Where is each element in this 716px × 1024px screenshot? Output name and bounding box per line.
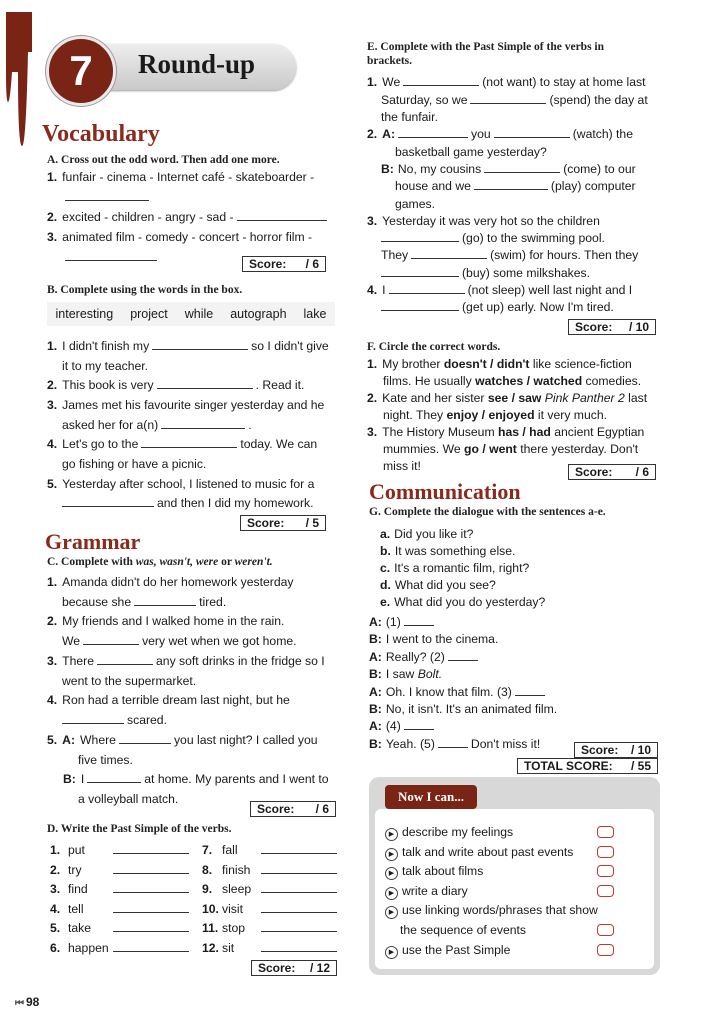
exercise-b-item: 4. Let's go to the today. We can [47, 437, 318, 451]
answer-blank[interactable] [261, 863, 337, 874]
choice-option[interactable]: doesn't / didn't [443, 357, 530, 371]
answer-blank[interactable] [398, 127, 468, 138]
choice-option[interactable]: enjoy / enjoyed [446, 408, 535, 422]
exercise-f-line: films. He usually watches / watched comedies. [383, 374, 642, 388]
exercise-e-line: They (swim) for hours. Then they [381, 248, 639, 262]
answer-blank[interactable] [261, 941, 337, 952]
answer-blank[interactable] [448, 650, 478, 661]
can-do-item: ▶ talk about films [385, 862, 620, 882]
exercise-f-line: mummies. We go / went there yesterday. Don't [383, 442, 639, 456]
exercise-f-instruction: F. Circle the correct words. [367, 341, 501, 353]
verb-row: 1. put [50, 843, 192, 863]
exercise-c-item: 5. A: Where you last night? I called you [47, 733, 318, 747]
option-item: b. It was something else. [380, 544, 516, 558]
answer-blank[interactable] [134, 595, 196, 606]
exercise-c-item-cont: because she tired. [62, 595, 227, 609]
exercise-f-line: night. They enjoy / enjoyed it very much. [383, 408, 607, 422]
exercise-f-line: miss it! [383, 459, 421, 473]
self-check-box[interactable] [597, 865, 614, 877]
exercise-f-line: 2. Kate and her sister see / saw Pink Panther 2 last [367, 391, 648, 405]
communication-title: Communication [369, 479, 521, 504]
exercise-b-item-cont: it to my teacher. [62, 359, 149, 373]
exercise-c-item: 3. There any soft drinks in the fridge so I [47, 654, 325, 668]
can-do-item: ▶ use linking words/phrases that show [385, 901, 620, 921]
dialogue-line: A: Oh. I know that film. (3) [369, 684, 557, 701]
score-box: Score: / 10 [574, 742, 658, 758]
exercise-g-dialogue [369, 614, 557, 753]
verb-row: 6. happen [50, 941, 192, 961]
play-icon: ▶ [385, 828, 398, 841]
can-do-item: ▶ talk and write about past events [385, 843, 620, 863]
answer-blank[interactable] [65, 200, 149, 201]
answer-blank[interactable] [261, 882, 337, 893]
exercise-b-item: 3. James met his favourite singer yesterday and he [47, 398, 325, 412]
dialogue-line: A: (1) [369, 614, 557, 631]
exercise-e-line: basketball game yesterday? [395, 145, 547, 159]
self-check-box[interactable] [597, 826, 614, 838]
exercise-a-item: 1. funfair - cinema - Internet café - skateboarder - [47, 170, 315, 184]
exercise-f-line: 1. My brother doesn't / didn't like science-fiction [367, 357, 632, 371]
dialogue-line: B: I saw Bolt. [369, 667, 443, 682]
can-do-item: ▶ use the Past Simple [385, 941, 620, 961]
word-box-item: interesting [55, 307, 114, 321]
exercise-e-line: the funfair. [381, 110, 438, 124]
exercise-e-line: 1. We (not want) to stay at home last [367, 75, 646, 89]
verb-row: 2. try [50, 863, 192, 883]
exercise-a-item: 3. animated film - comedy - concert - horror film - [47, 230, 313, 244]
exercise-e-line: Saturday, so we (spend) the day at [381, 93, 648, 107]
exercise-b-item-cont: asked her for a(n) . [62, 418, 252, 432]
choice-option[interactable]: watches / watched [475, 374, 583, 388]
answer-blank[interactable] [261, 843, 337, 854]
answer-blank[interactable] [65, 260, 157, 261]
exercise-c-item-cont: five times. [78, 753, 133, 767]
answer-blank[interactable] [141, 437, 237, 448]
dialogue-line: B: Yeah. (5) Don't miss it! [369, 736, 541, 751]
dialogue-line: A: Really? (2) [369, 649, 557, 666]
word-box-item: lake [303, 307, 327, 321]
answer-blank[interactable] [381, 266, 459, 277]
vocabulary-title: Vocabulary [42, 121, 160, 147]
verb-row: 7. fall [202, 843, 340, 863]
unit-badge [46, 36, 116, 106]
answer-blank[interactable] [404, 719, 434, 730]
exercise-d-left [50, 843, 192, 960]
choice-option[interactable]: has / had [498, 425, 551, 439]
dialogue-line: B: I went to the cinema. [369, 632, 499, 647]
exercise-f-line: 3. The History Museum has / had ancient Egyptian [367, 425, 645, 439]
exercise-c-item: 2. My friends and I walked home in the rain. [47, 614, 285, 628]
exercise-c-item: 1. Amanda didn't do her homework yesterday [47, 575, 294, 589]
word-box-item: while [184, 307, 214, 321]
answer-blank[interactable] [113, 902, 189, 913]
play-icon: ▶ [385, 906, 398, 919]
answer-blank[interactable] [113, 921, 189, 932]
checkbox-column [597, 826, 614, 963]
answer-blank[interactable] [261, 902, 337, 913]
exercise-c-item: 4. Ron had a terrible dream last night, but he [47, 693, 290, 707]
now-i-can-header: Now I can... [385, 785, 477, 809]
score-box: Score: / 10 [568, 319, 656, 335]
page-footer [15, 995, 39, 1009]
answer-blank[interactable] [157, 378, 253, 389]
answer-blank[interactable] [515, 685, 545, 696]
exercise-d-right [202, 843, 340, 960]
verb-row: 12. sit [202, 941, 340, 961]
exercise-e-line: (get up) early. Now I'm tired. [381, 300, 614, 314]
answer-blank[interactable] [438, 737, 468, 748]
exercise-c-item-cont: went to the supermarket. [62, 674, 197, 688]
word-box-item: autograph [230, 307, 287, 321]
exercise-c-item: B: I at home. My parents and I went to [63, 772, 329, 786]
verb-row: 8. finish [202, 863, 340, 883]
score-box: Score: / 6 [250, 801, 336, 817]
exercise-b-item-cont: and then I did my homework. [62, 496, 314, 510]
now-i-can-list [385, 823, 620, 960]
answer-blank[interactable] [97, 654, 153, 665]
verb-row: 3. find [50, 882, 192, 902]
answer-blank[interactable] [484, 162, 560, 173]
grammar-title: Grammar [45, 529, 141, 554]
answer-blank[interactable] [470, 93, 546, 104]
answer-blank[interactable] [403, 75, 479, 86]
answer-blank[interactable] [62, 713, 124, 724]
self-check-box[interactable] [597, 924, 614, 936]
answer-blank[interactable] [381, 231, 459, 242]
verb-row: 11. stop [202, 921, 340, 941]
exercise-e-line: games. [395, 197, 435, 211]
total-score-box: TOTAL SCORE: / 55 [517, 758, 658, 774]
exercise-e-line: (go) to the swimming pool. [381, 231, 605, 245]
play-icon: ▶ [385, 867, 398, 880]
option-item: c. It's a romantic film, right? [380, 561, 530, 575]
exercise-e-line: 2. A: you (watch) the [367, 127, 633, 141]
exercise-b-item: 2. This book is very . Read it. [47, 378, 305, 392]
answer-blank[interactable] [152, 339, 248, 350]
verb-row: 10. visit [202, 902, 340, 922]
choice-option[interactable]: see / saw [487, 391, 542, 405]
exercise-c-item-cont: We very wet when we got home. [62, 634, 297, 648]
exercise-c-instruction: C. Complete with was, wasn't, were or weren't. [47, 556, 273, 568]
answer-blank[interactable] [474, 179, 548, 190]
exercise-b-instruction: B. Complete using the words in the box. [47, 284, 243, 296]
answer-blank[interactable] [87, 772, 141, 783]
page-number: 98 [26, 995, 40, 1009]
can-do-item: ▶ describe my feelings [385, 823, 620, 843]
answer-blank[interactable] [494, 127, 570, 138]
exercise-e-line: B: No, my cousins (come) to our [381, 162, 636, 176]
exercise-b-item: 5. Yesterday after school, I listened to music for a [47, 477, 315, 491]
score-box: Score: / 5 [240, 515, 326, 531]
answer-blank[interactable] [161, 418, 245, 429]
exercise-e-line: house and we (play) computer [395, 179, 636, 193]
dialogue-line: A: (4) [369, 718, 557, 735]
exercise-e-line: (buy) some milkshakes. [381, 266, 590, 280]
self-check-box[interactable] [597, 885, 614, 897]
exercise-c-item-cont: a volleyball match. [78, 792, 179, 806]
play-icon: ▶ [385, 887, 398, 900]
unit-number: 7 [69, 47, 93, 94]
exercise-a-item: 2. excited - children - angry - sad - [47, 210, 330, 224]
self-check-box[interactable] [597, 944, 614, 956]
verb-row: 9. sleep [202, 882, 340, 902]
score-box: Score: / 6 [568, 464, 656, 480]
answer-blank[interactable] [113, 843, 189, 854]
option-item: a. Did you like it? [380, 527, 474, 541]
answer-blank[interactable] [404, 615, 434, 626]
answer-blank[interactable] [381, 300, 459, 311]
exercise-g-instruction: G. Complete the dialogue with the sentences a-e. [369, 506, 606, 518]
answer-blank[interactable] [113, 863, 189, 874]
exercise-e-instruction: E. Complete with the Past Simple of the verbs in brackets. [367, 41, 605, 67]
exercise-g-options [380, 526, 545, 611]
header-paint-drip [6, 12, 32, 146]
answer-blank[interactable] [389, 283, 465, 294]
exercise-b-item: 1. I didn't finish my so I didn't give [47, 339, 329, 353]
answer-blank[interactable] [237, 210, 327, 221]
answer-blank[interactable] [261, 921, 337, 932]
word-box [47, 302, 335, 326]
skip-back-icon: ⏮ [15, 998, 24, 1009]
self-check-box[interactable] [597, 846, 614, 858]
choice-option[interactable]: go / went [464, 442, 517, 456]
play-icon: ▶ [385, 946, 398, 959]
score-box: Score: / 6 [242, 256, 326, 272]
exercise-d-instruction: D. Write the Past Simple of the verbs. [47, 823, 232, 835]
answer-blank[interactable] [83, 634, 139, 645]
score-box: Score: / 12 [251, 960, 337, 976]
dialogue-line: B: No, it isn't. It's an animated film. [369, 702, 558, 717]
exercise-e-line: 3. Yesterday it was very hot so the children [367, 214, 600, 228]
option-item: e. What did you do yesterday? [380, 595, 546, 609]
play-icon: ▶ [385, 848, 398, 861]
answer-blank[interactable] [119, 733, 171, 744]
exercise-b-item-cont: go fishing or have a picnic. [62, 457, 207, 471]
exercise-c-item-cont: scared. [62, 713, 167, 727]
answer-blank[interactable] [62, 496, 154, 507]
can-do-item: ▶ write a diary [385, 882, 620, 902]
page-title: Round-up [138, 49, 256, 79]
answer-blank[interactable] [113, 941, 189, 952]
exercise-a-instruction: A. Cross out the odd word. Then add one more. [47, 154, 280, 166]
can-do-item-cont: the sequence of events [400, 922, 527, 937]
exercise-e-line: 4. I (not sleep) well last night and I [367, 283, 633, 297]
word-box-item: project [130, 307, 168, 321]
verb-row: 5. take [50, 921, 192, 941]
answer-blank[interactable] [411, 248, 487, 259]
answer-blank[interactable] [113, 882, 189, 893]
option-item: d. What did you see? [380, 578, 496, 592]
verb-row: 4. tell [50, 902, 192, 922]
